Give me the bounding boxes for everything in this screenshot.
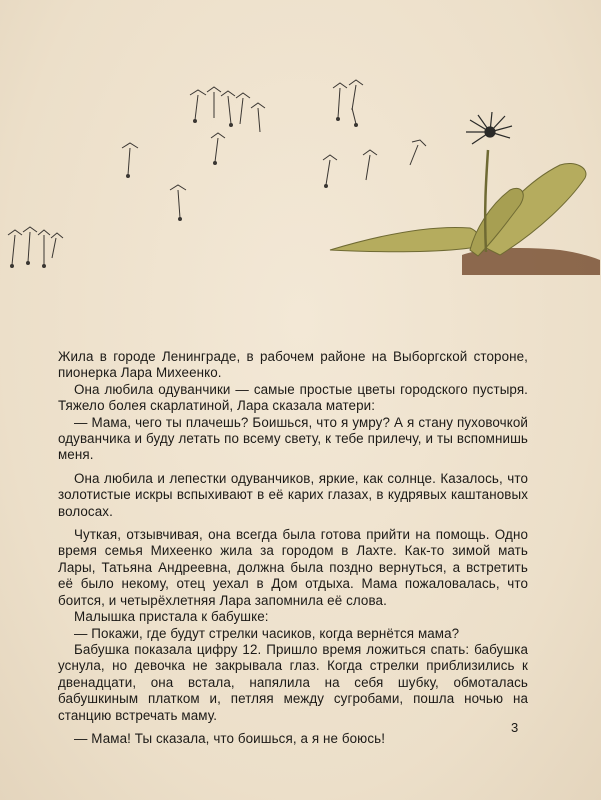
paragraph: Малышка пристала к бабушке: [74,609,269,625]
paragraph: — Мама, чего ты плачешь? Боишься, что я умру? А я стану пуховочкой одуванчика и буду летать по всему свету, к тебе прилечу, и ты вспомнишь меня. [58,414,528,463]
paragraph: — Мама! Ты сказала, что боишься, а я не боюсь! [74,730,386,746]
page-number: 3 [511,720,519,735]
paragraph: Она любила и лепестки одуванчиков, яркие, как солнце. Казалось, что золотистые искры вспыхивают в её карих глазах, в кудрявых каштановых волосах. [58,470,528,519]
soil-patch [462,248,600,275]
paragraph: Чуткая, отзывчивая, она всегда была готова прийти на помощь. Одно время семья Михеенко жила за городом в Лахте. Как-то зимой мать Лары, Татьяна Андреевна, должна была поздно вернуться, а встретить её было некому, отец уехал в Дом отдыха. Мама пожаловалась, что боится, и четырёхлетняя Лара запомнила её слова. [58,527,528,608]
dandelion-head [466,112,512,144]
dandelion-illustration [0,60,601,290]
leaf-left [330,227,478,251]
paragraph: Она любила одуванчики — самые простые цветы городского пустыря. Тяжело болея скарлатиной, Лара сказала матери: [58,381,528,414]
paragraph: Жила в городе Ленинграде, в рабочем районе на Выборгской стороне, пионерка Лара Михеенко. [58,349,528,381]
paragraph: Бабушка показала цифру 12. Пришло время ложиться спать: бабушка уснула, но девочка не закрывала глаз. Когда стрелки приблизились к двенадцати, она встала, напялила на себя шубку, обмоталась бабушкиным платком и, петляя между сугробами, пошла ночью на станцию встречать маму. [58,641,528,723]
paragraph: — Покажи, где будут стрелки часиков, когда вернётся мама? [74,625,460,641]
flying-seeds [8,80,426,268]
story-text [58,349,528,747]
